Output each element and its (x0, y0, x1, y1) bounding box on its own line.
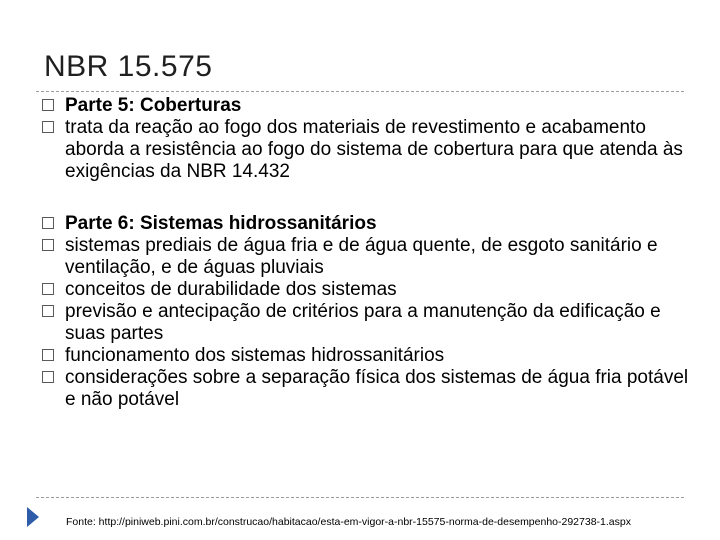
list-item-text: funcionamento dos sistemas hidrossanitários (65, 345, 445, 366)
list-item-text: conceitos de durabilidade dos sistemas (65, 279, 397, 300)
list-item (42, 117, 702, 183)
checkbox-bullet-icon (42, 217, 54, 229)
title-divider (36, 91, 684, 92)
list-item (42, 301, 702, 345)
checkbox-bullet-icon (42, 349, 54, 361)
checkbox-bullet-icon (42, 239, 54, 251)
section-heading-parte-6 (42, 213, 702, 235)
footer-divider (36, 497, 684, 498)
checkbox-bullet-icon (42, 121, 54, 133)
list-item-text: previsão e antecipação de critérios para a manutenção da edificação e suas partes (65, 301, 661, 344)
section-heading-text: Parte 6: Sistemas hidrossanitários (65, 213, 377, 234)
list-item (42, 345, 702, 367)
checkbox-bullet-icon (42, 283, 54, 295)
checkbox-bullet-icon (42, 99, 54, 111)
list-item (42, 279, 702, 301)
slide-title: NBR 15.575 (44, 50, 213, 83)
checkbox-bullet-icon (42, 371, 54, 383)
list-item-text: considerações sobre a separação física dos sistemas de água fria potável e não potável (65, 367, 689, 410)
list-item (42, 367, 702, 411)
source-citation: Fonte: http://piniweb.pini.com.br/construcao/habitacao/esta-em-vigor-a-nbr-15575-norma-de-desempenho-292738-1.aspx (66, 516, 631, 528)
list-item (42, 235, 702, 279)
play-arrow-icon[interactable] (26, 506, 40, 528)
checkbox-bullet-icon (42, 305, 54, 317)
section-heading-text: Parte 5: Coberturas (65, 95, 242, 116)
section-heading-parte-5 (42, 95, 702, 117)
list-item-text: sistemas prediais de água fria e de água quente, de esgoto sanitário e ventilação, e de águas pluviais (65, 235, 658, 278)
list-item-text: trata da reação ao fogo dos materiais de revestimento e acabamento aborda a resistência ao fogo do sistema de cobertura para que atenda às exigências da NBR 14.432 (65, 117, 683, 182)
slide-content (42, 95, 702, 411)
